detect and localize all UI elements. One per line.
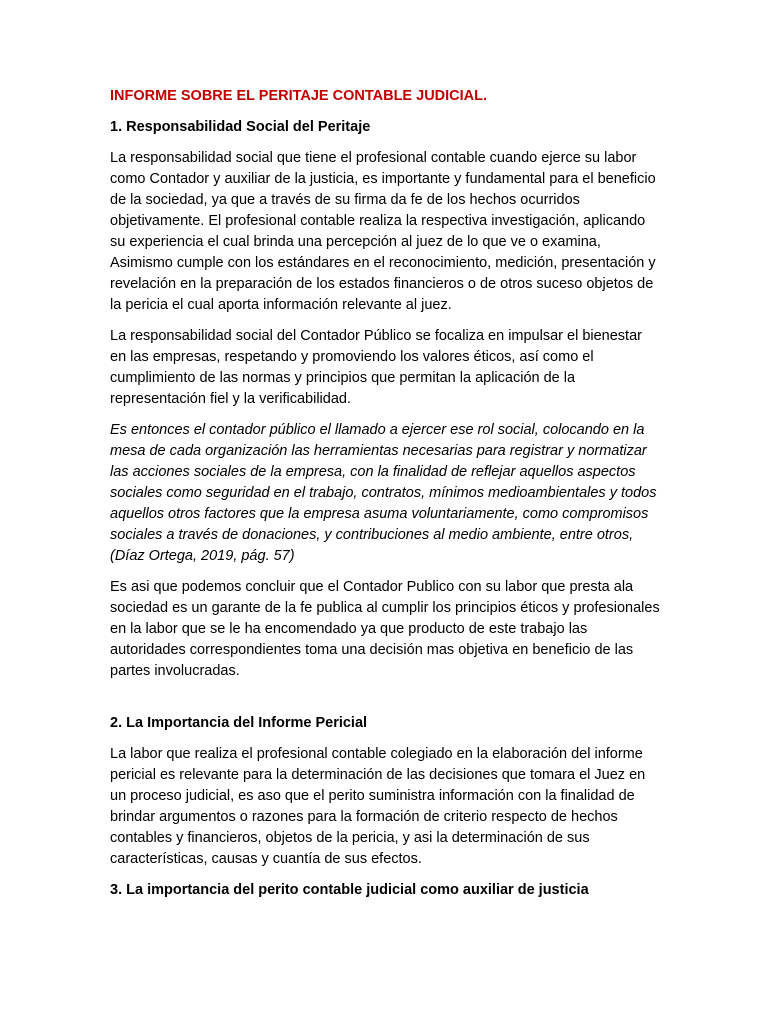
section-2-heading: 2. La Importancia del Informe Pericial <box>110 715 368 731</box>
section-1-paragraph-2: La responsabilidad social del Contador Público se focaliza en impulsar el bienestar en las empresas, respetando y promoviendo los valores éticos, así como el cumplimiento de las normas y principios que permitan la aplicación de la representación fiel y la verificabilidad. <box>110 328 642 407</box>
section-3-heading: 3. La importancia del perito contable judicial como auxiliar de justicia <box>110 882 589 898</box>
section-2-paragraph-1: La labor que realiza el profesional contable colegiado en la elaboración del informe pericial es relevante para la determinación de las decisiones que tomara el Juez en un proceso judicial, es aso que el perito suministra información con la finalidad de brindar argumentos o razones para la formación de criterio respecto de hechos contables y financieros, objetos de la pericia, y asi la determinación de sus características, causas y cuantía de sus efectos. <box>110 746 646 867</box>
section-1-heading: 1. Responsabilidad Social del Peritaje <box>110 119 371 135</box>
section-spacer <box>110 692 662 713</box>
section-1-paragraph-4: Es asi que podemos concluir que el Contador Publico con su labor que presta ala sociedad es un garante de la fe publica al cumplir los principios éticos y profesionales en la labor que se le ha encomendado ya que producto de este trabajo las autoridades correspondientes toma una decisión mas objetiva en beneficio de las partes involucradas. <box>110 579 660 679</box>
document-page <box>110 86 662 911</box>
section-1-quote: Es entonces el contador público el llamado a ejercer ese rol social, colocando en la mesa de cada organización las herramientas necesarias para registrar y normatizar las acciones sociales de la empresa, con la finalidad de reflejar aquellos aspectos sociales como seguridad en el trabajo, contratos, mínimos medioambientales y todos aquellos otros factores que la empresa asuma voluntariamente, como compromisos sociales a través de donaciones, y contribuciones al medio ambiente, entre otros, (Díaz Ortega, 2019, pág. 57) <box>110 422 657 564</box>
section-1-paragraph-1: La responsabilidad social que tiene el profesional contable cuando ejerce su labor como Contador y auxiliar de la justicia, es importante y fundamental para el beneficio de la sociedad, ya que a través de su firma da fe de los hechos ocurridos objetivamente. El profesional contable realiza la respectiva investigación, aplicando su experiencia el cual brinda una percepción al juez de lo que ve o examina, Asimismo cumple con los estándares en el reconocimiento, medición, presentación y revelación en la preparación de los estados financieros o de otros suceso objetos de la pericia el cual aporta información relevante al juez. <box>110 150 656 313</box>
document-title: INFORME SOBRE EL PERITAJE CONTABLE JUDICIAL. <box>110 88 488 104</box>
